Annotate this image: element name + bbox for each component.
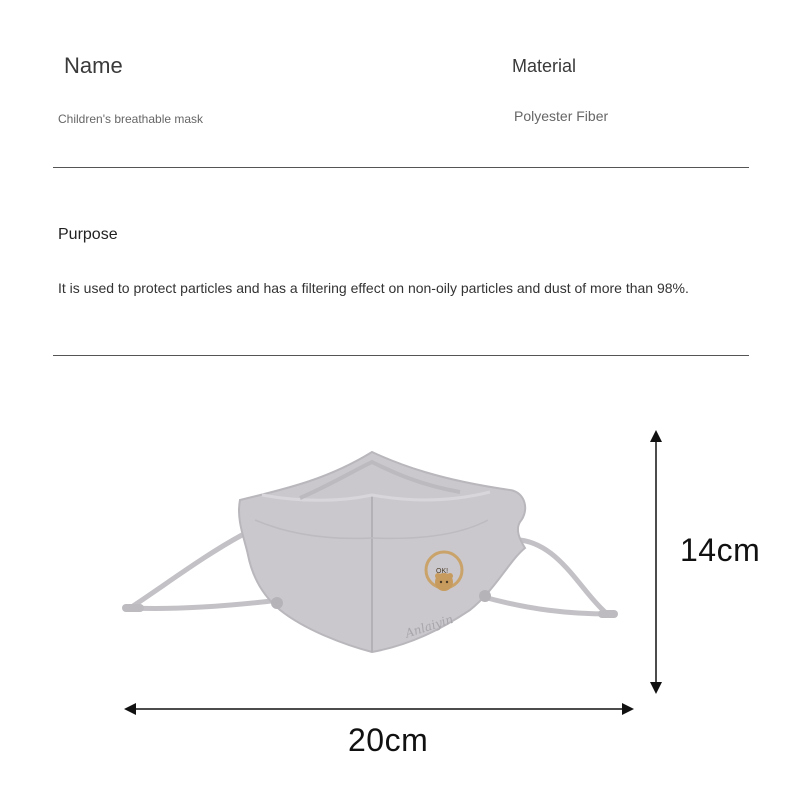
name-label: Name (64, 53, 123, 78)
mask-script-text: Anlaiyin (403, 612, 455, 641)
mask-body (239, 452, 525, 652)
name-value: Children's breathable mask (58, 112, 204, 126)
loop-stopper-left (122, 604, 144, 612)
material-value: Polyester Fiber (514, 108, 609, 124)
loop-stopper-right (598, 610, 618, 618)
purpose-label: Purpose (58, 226, 118, 243)
badge-text: OK! (436, 568, 449, 575)
height-dimension-label: 14cm (680, 532, 761, 568)
purpose-text: It is used to protect particles and has a filtering effect on non-oily particles and dust of more than 98%. (58, 280, 689, 296)
material-label: Material (512, 56, 577, 76)
width-dimension-label: 20cm (348, 722, 429, 758)
